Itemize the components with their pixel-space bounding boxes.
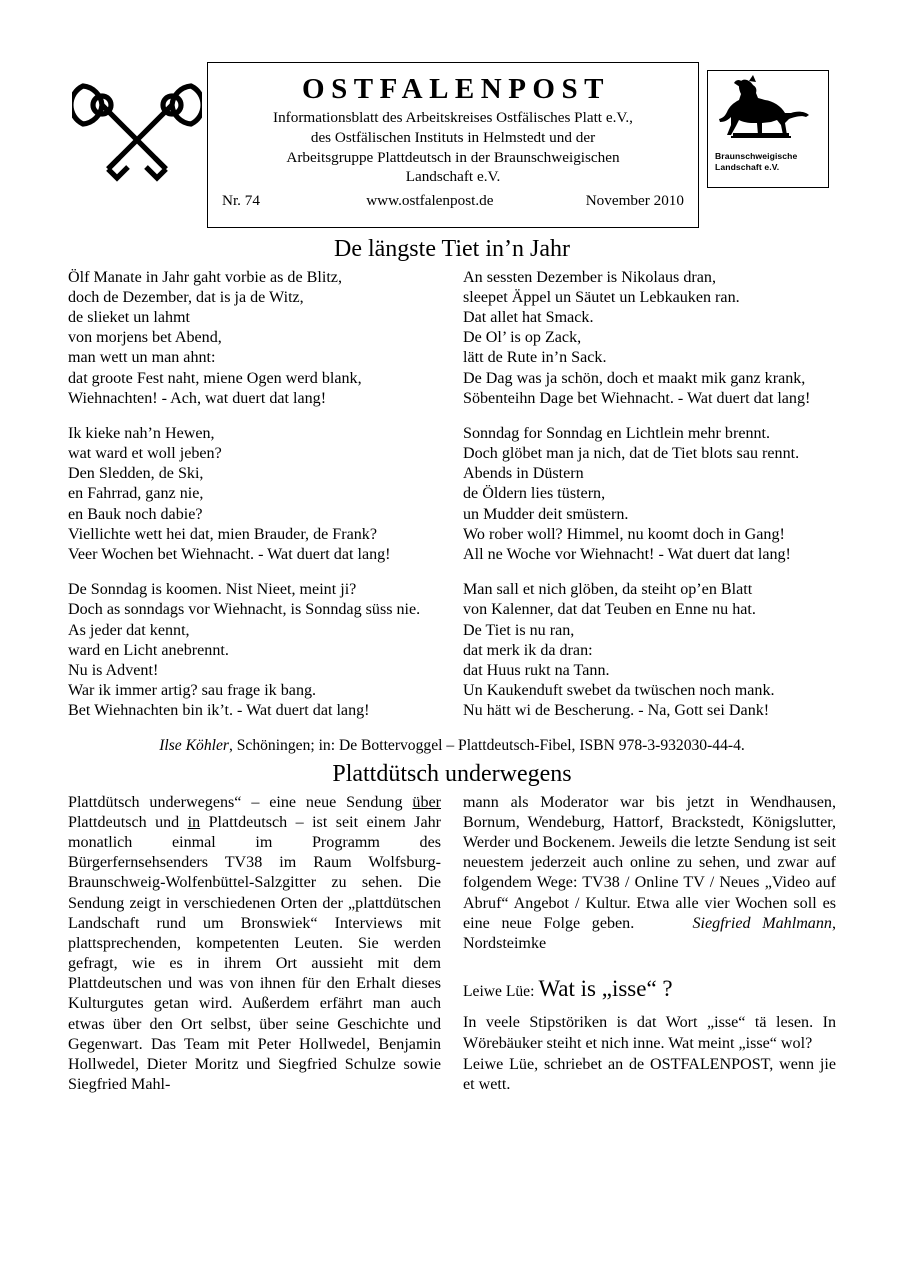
page-title: OSTFALENPOST: [302, 73, 610, 105]
poem-line: Ölf Manate in Jahr gaht vorbie as de Blitz,: [68, 268, 342, 286]
poem-line: Nu is Advent!: [68, 661, 159, 679]
poem-heading: De längste Tiet in’n Jahr: [334, 236, 570, 262]
poem-line: Un Kaukenduft swebet da twüschen noch mank.: [463, 682, 775, 700]
poem-line: Wo rober woll? Himmel, nu koomt doch in Gang!: [463, 525, 785, 543]
poem-stanza: [68, 424, 441, 565]
poem-line: Veer Wochen bet Wiehnacht. - Wat duert dat lang!: [68, 546, 391, 564]
prancing-horse-icon: [709, 73, 827, 151]
poem-line: ward en Licht anebrennt.: [68, 641, 229, 659]
poem-line: Bet Wiehnachten bin ik’t. - Wat duert dat lang!: [68, 702, 370, 720]
poem-line: De Sonndag is koomen. Nist Nieet, meint ji?: [68, 581, 357, 599]
article-paragraph: [68, 793, 441, 1096]
article-byline-place: , Nordsteimke: [463, 914, 836, 952]
masthead-subtitle-line-4: Landschaft e.V.: [405, 168, 501, 186]
poem-line: All ne Woche vor Wiehnacht! - Wat duert dat lang!: [463, 546, 791, 564]
article-right-text: mann als Moderator war bis jetzt in Wendhausen, Bornum, Wendeburg, Hattorf, Brackstedt, Königslutter, Werder und Bockenem. Jeweils die letzte Sendung ist seit neuestem jederzeit auch online zu sehen, und zwar auf folgendem Wege: TV38 / Online TV / Neues „Video auf Abruf“ Angebot / Kultur. Etwa alle vier Wochen soll es eine neue Folge geben.: [463, 793, 836, 932]
poem-line: dat groote Fest naht, miene Ogen werd blank,: [68, 369, 362, 387]
poem-stanza: [68, 580, 441, 721]
poem-line: De Ol’ is op Zack,: [463, 329, 582, 347]
poem-line: Nu hätt wi de Bescherung. - Na, Gott sei Dank!: [463, 702, 770, 720]
poem-line: dat merk ik da dran:: [463, 641, 593, 659]
website-link[interactable]: www.ostfalenpost.de: [366, 192, 494, 210]
poem-line: de slieket un lahmt: [68, 308, 191, 326]
poem-line: von morjens bet Abend,: [68, 329, 222, 347]
logo-text-line-1: Braunschweigische: [715, 151, 798, 161]
poem-line: dat Huus rukt na Tann.: [463, 661, 610, 679]
closing-heading-title: Wat is „isse“ ?: [538, 976, 673, 1002]
masthead-box: [207, 62, 699, 228]
article-columns: [68, 793, 836, 1096]
poem-line: Doch glöbet man ja nich, dat de Tiet blots sau rennt.: [463, 445, 800, 463]
masthead-subtitle-line-1: Informationsblatt des Arbeitskreises Ostfälisches Platt e.V.,: [273, 109, 633, 127]
closing-section: [463, 1013, 836, 1095]
poem-line: Viellichte wett hei dat, mien Brauder, de Frank?: [68, 525, 377, 543]
poem-line: Doch as sonndags vor Wiehnacht, is Sonndag süss nie.: [68, 601, 421, 619]
poem-stanza: [68, 268, 441, 409]
poem-line: un Mudder deit smüstern.: [463, 505, 629, 523]
article-text-part-2: Plattdeutsch und: [68, 813, 188, 831]
masthead-subtitle-line-3: Arbeitsgruppe Plattdeutsch in der Braunschweigischen: [286, 148, 620, 166]
poem-stanza: [463, 424, 836, 565]
article-heading: Plattdütsch underwegens: [332, 761, 572, 788]
poem-line: Dat allet hat Smack.: [463, 308, 594, 326]
article-text-part-3: Plattdeutsch – ist seit einem Jahr monatlich einmal im Programm des Bürgerfernsehsenders TV38 im Raum Wolfsburg-Braunschweig-Wolfenbüttel-Salzgitter zu sehen. Die Sendung zeigt in verschiedenen Orten der „plattdütschen Landschaft rund um Bronswiek“ Interviews mit plattsprechenden, kompetenten Leuten. Sie werden gefragt, wie es in ihrem Ort aussieht mit dem Plattdeutschen und was von ihnen für den Erhalt dieses Kulturgutes getan wird. Außerdem erfährt man auch etwas über den Ort selbst, über seine Geschichte und Gegenwart. Das Team mit Peter Hollwedel, Benjamin Hollwedel, Dieter Moritz und Siegfried Schulze sowie Siegfried Mahl-: [68, 813, 441, 1094]
article-text-part-1: Plattdütsch underwegens“ – eine neue Sendung: [68, 793, 413, 811]
masthead: [0, 0, 904, 230]
closing-heading-label: Leiwe Lüe:: [463, 983, 535, 1001]
poem-section: [0, 236, 904, 755]
issue-info-row: [214, 192, 692, 210]
poem-line: en Fahrrad, ganz nie,: [68, 485, 204, 503]
poem-line: War ik immer artig? sau frage ik bang.: [68, 682, 317, 700]
poem-line: De Dag was ja schön, doch et maakt mik ganz krank,: [463, 369, 806, 387]
poem-line: man wett un man ahnt:: [68, 349, 216, 367]
closing-heading: [463, 976, 836, 1001]
poem-line: Ik kieke nah’n Hewen,: [68, 424, 215, 442]
issue-number: Nr. 74: [222, 192, 260, 210]
logo-text-line-2: Landschaft e.V.: [715, 162, 780, 172]
poem-line: en Bauk noch dabie?: [68, 505, 203, 523]
article-underlined-in: in: [187, 813, 201, 831]
poem-line: de Öldern lies tüstern,: [463, 485, 606, 503]
poem-line: Wiehnachten! - Ach, wat duert dat lang!: [68, 389, 327, 407]
poem-left-column: [68, 268, 441, 722]
poem-line: Man sall et nich glöben, da steiht op’en Blatt: [463, 581, 753, 599]
poem-line: doch de Dezember, dat is ja de Witz,: [68, 288, 304, 306]
article-right-column: [463, 793, 836, 1096]
attribution-author: Ilse Köhler: [159, 736, 229, 754]
poem-right-column: [463, 268, 836, 722]
poem-line: An sessten Dezember is Nikolaus dran,: [463, 268, 716, 286]
poem-attribution: [68, 736, 836, 755]
poem-line: De Tiet is nu ran,: [463, 621, 575, 639]
poem-line: Abends in Düstern: [463, 465, 584, 483]
article-section: [0, 761, 904, 1095]
braunschweigische-landschaft-logo: [707, 70, 829, 188]
article-underlined-ueber: über: [412, 793, 441, 811]
poem-line: Söbenteihn Dage bet Wiehnacht. - Wat duert dat lang!: [463, 389, 811, 407]
issue-date: November 2010: [585, 192, 684, 210]
poem-line: lätt de Rute in’n Sack.: [463, 349, 607, 367]
poem-line: Den Sledden, de Ski,: [68, 465, 204, 483]
poem-line: sleepet Äppel un Säutet un Lebkauken ran.: [463, 288, 740, 306]
crossed-horse-heads-icon: [72, 72, 202, 184]
article-byline-author: Siegfried Mahlmann: [692, 914, 832, 932]
poem-stanza: [463, 268, 836, 409]
masthead-subtitle-line-2: des Ostfälischen Instituts in Helmstedt und der: [310, 128, 596, 146]
poem-line: wat ward et woll jeben?: [68, 445, 222, 463]
poem-columns: [68, 268, 836, 722]
attribution-source: , Schöningen; in: De Bottervoggel – Plattdeutsch-Fibel, ISBN 978-3-932030-44-4.: [228, 736, 745, 754]
closing-paragraph-1: In veele Stipstöriken is dat Wort „isse“ tä lesen. In Wörebäuker steiht et nich inne. Wat meint „isse“ wol?: [463, 1014, 836, 1052]
closing-paragraph-2: Leiwe Lüe, schriebet an de OSTFALENPOST, wenn jie et wett.: [463, 1055, 836, 1093]
poem-line: Sonndag for Sonndag en Lichtlein mehr brennt.: [463, 424, 771, 442]
article-left-column: [68, 793, 441, 1096]
poem-stanza: [463, 580, 836, 721]
article-paragraph-continued: [463, 793, 836, 955]
poem-line: von Kalenner, dat dat Teuben en Enne nu hat.: [463, 601, 756, 619]
poem-line: As jeder dat kennt,: [68, 621, 190, 639]
